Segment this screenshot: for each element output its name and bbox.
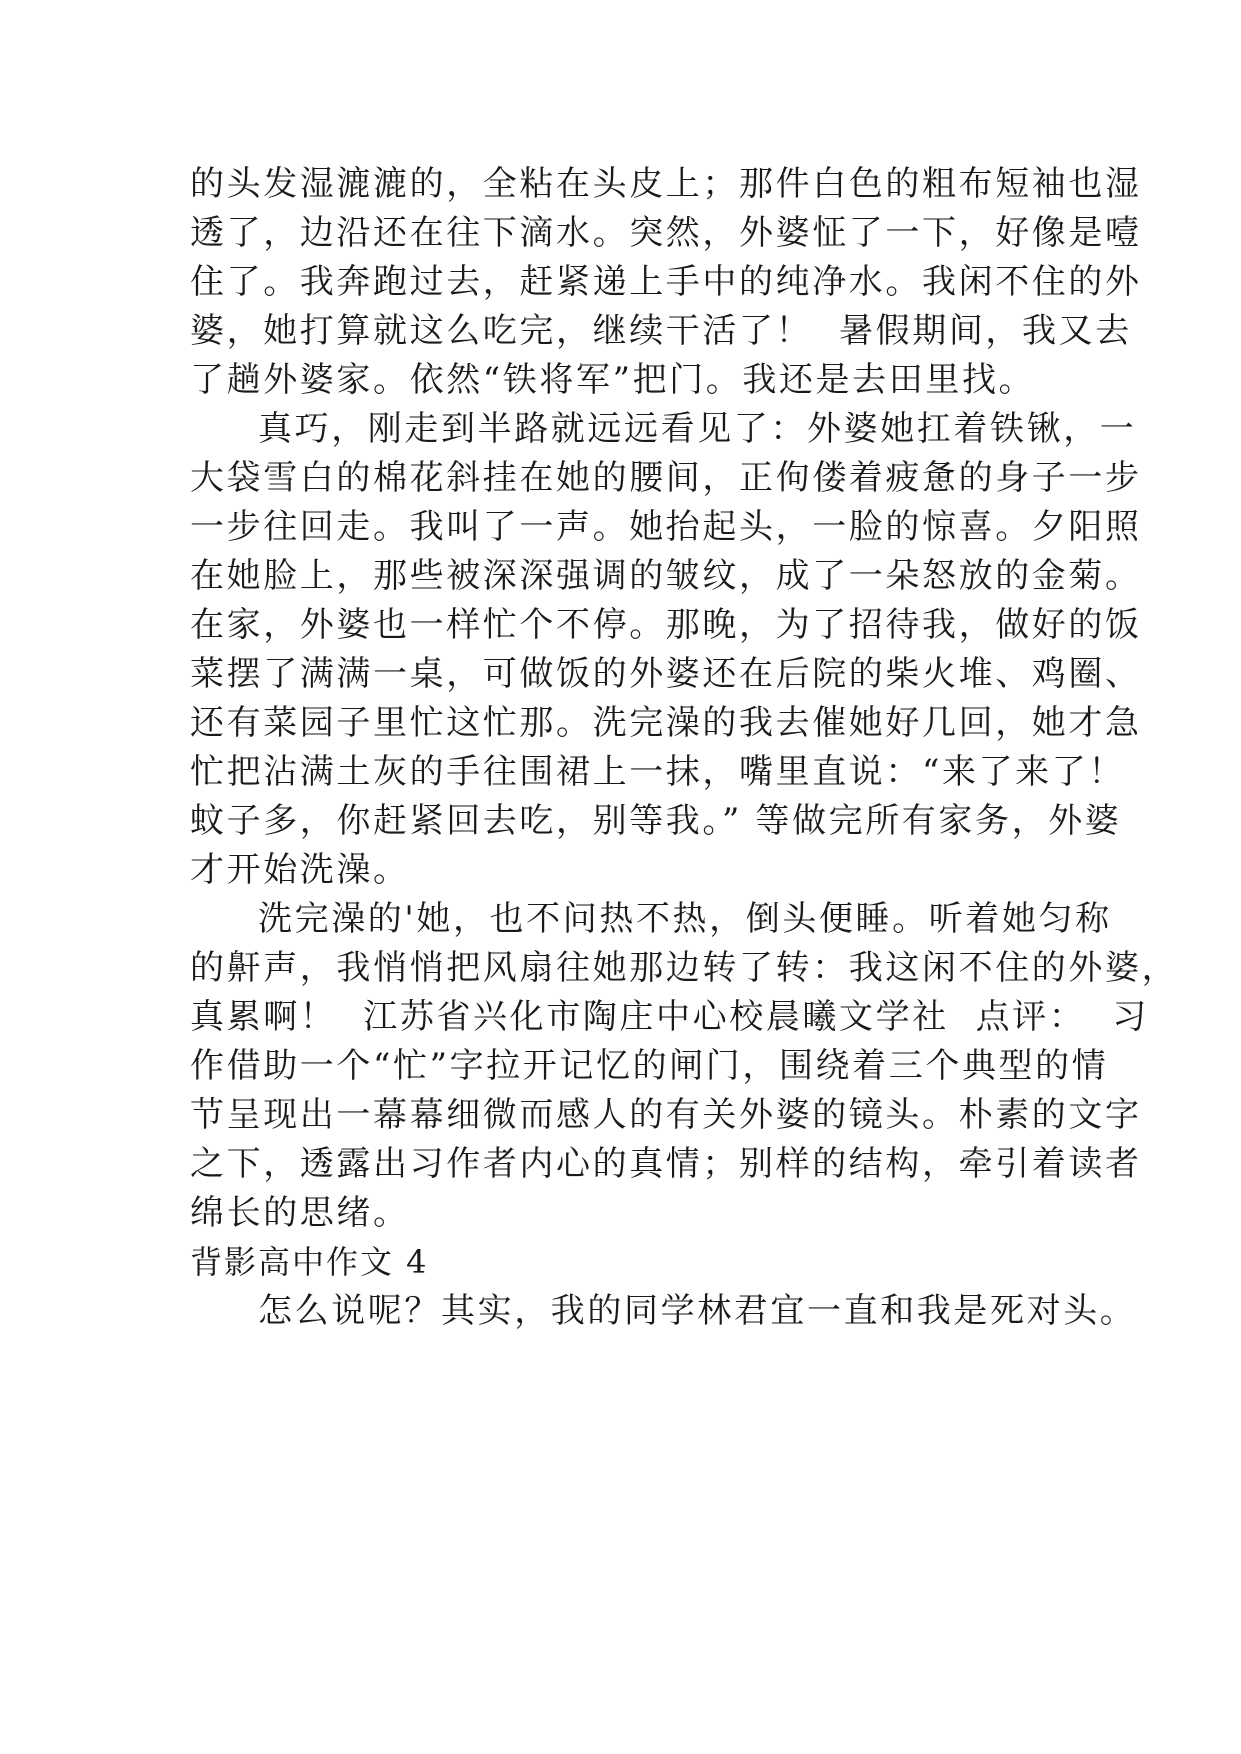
text-line: 婆，她打算就这么吃完，继续干活了！ 暑假期间，我又去 (190, 311, 1132, 351)
text-line: 真累啊！ 江苏省兴化市陶庄中心校晨曦文学社 点评： 习 (190, 997, 1149, 1037)
text-line: 之下，透露出习作者内心的真情；别样的结构，牵引着读者 (190, 1144, 1142, 1184)
text-line: 菜摆了满满一桌，可做饭的外婆还在后院的柴火堆、鸡圈、 (190, 654, 1142, 694)
text-line: 住了。我奔跑过去，赶紧递上手中的纯净水。我闲不住的外 (190, 262, 1142, 302)
section-heading: 背影高中作文 4 (190, 1243, 429, 1281)
text-line: 还有菜园子里忙这忙那。洗完澡的我去催她好几回，她才急 (190, 703, 1142, 743)
paragraph-first-line: 真巧，刚走到半路就远远看见了：外婆她扛着铁锹，一 (258, 409, 1137, 449)
text-line: 大袋雪白的棉花斜挂在她的腰间，正佝偻着疲惫的身子一步 (190, 458, 1142, 498)
text-line: 在家，外婆也一样忙个不停。那晚，为了招待我，做好的饭 (190, 605, 1142, 645)
text-line: 绵长的思绪。 (190, 1193, 410, 1233)
text-line: 透了，边沿还在往下滴水。突然，外婆怔了一下，好像是噎 (190, 213, 1142, 253)
document-body (190, 160, 1179, 1336)
text-line: 了趟外婆家。依然“铁将军”把门。我还是去田里找。 (190, 360, 1036, 400)
text-line: 的头发湿漉漉的，全粘在头皮上；那件白色的粗布短袖也湿 (190, 164, 1142, 204)
text-line: 一步往回走。我叫了一声。她抬起头，一脸的惊喜。夕阳照 (190, 507, 1142, 547)
text-line: 才开始洗澡。 (190, 850, 410, 890)
text-line: 蚊子多，你赶紧回去吃，别等我。” 等做完所有家务，外婆 (190, 801, 1122, 841)
text-line: 在她脸上，那些被深深强调的皱纹，成了一朵怒放的金菊。 (190, 556, 1142, 596)
paragraph-first-line: 洗完澡的'她，也不问热不热，倒头便睡。听着她匀称 (258, 899, 1112, 939)
text-line: 作借助一个“忙”字拉开记忆的闸门，围绕着三个典型的情 (190, 1046, 1109, 1086)
text-line: 节呈现出一幕幕细微而感人的有关外婆的镜头。朴素的文字 (190, 1095, 1142, 1135)
paragraph-first-line: 怎么说呢？其实，我的同学林君宜一直和我是死对头。 (258, 1291, 1137, 1331)
text-line: 的鼾声，我悄悄把风扇往她那边转了转：我这闲不住的外婆， (190, 948, 1179, 988)
text-line: 忙把沾满土灰的手往围裙上一抹，嘴里直说：“来了来了！ (190, 752, 1125, 792)
